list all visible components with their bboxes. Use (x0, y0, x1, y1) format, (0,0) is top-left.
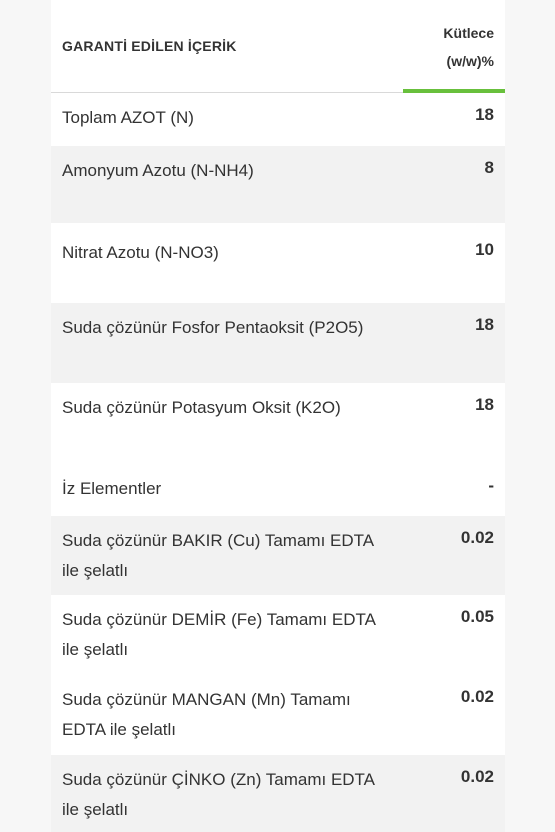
table-header (51, 0, 505, 93)
table-row (51, 675, 505, 755)
row-label: Nitrat Azotu (N-NO3) (62, 243, 219, 262)
row-label: Toplam AZOT (N) (62, 108, 194, 127)
table-row (51, 93, 505, 146)
table-row (51, 146, 505, 223)
row-label: Suda çözünür DEMİR (Fe) Tamamı EDTA ile şelatlı (62, 610, 376, 659)
row-label: Suda çözünür Fosfor Pentaoksit (P2O5) (62, 318, 364, 337)
row-value: 10 (475, 240, 494, 259)
row-value: 0.02 (460, 767, 494, 786)
unit-column-header (443, 19, 494, 75)
row-value: 0.02 (460, 687, 494, 706)
row-label: Suda çözünür Potasyum Oksit (K2O) (62, 398, 341, 417)
row-value: 18 (475, 315, 494, 334)
content-column-header: GARANTİ EDİLEN İÇERİK (62, 38, 237, 54)
table-row (51, 516, 505, 595)
row-label: Suda çözünür MANGAN (Mn) Tamamı EDTA ile şelatlı (62, 690, 351, 739)
row-value: 18 (475, 395, 494, 414)
row-value: 18 (475, 105, 494, 124)
row-value: 0.05 (460, 607, 494, 626)
table-row (51, 223, 505, 303)
row-value: 0.02 (460, 528, 494, 547)
table-row (51, 755, 505, 832)
row-value: - (488, 476, 494, 495)
row-label: Suda çözünür BAKIR (Cu) Tamamı EDTA ile şelatlı (62, 531, 374, 580)
table-row (51, 464, 505, 516)
unit-header-line2: (w/w)% (446, 53, 494, 69)
row-label: Amonyum Azotu (N-NH4) (62, 161, 254, 180)
row-value: 8 (484, 158, 494, 177)
unit-header-line1: Kütlece (443, 25, 494, 41)
table-row (51, 303, 505, 383)
row-label: Suda çözünür ÇİNKO (Zn) Tamamı EDTA ile şelatlı (62, 770, 375, 819)
guaranteed-content-table (51, 0, 505, 832)
table-row (51, 595, 505, 675)
row-label: İz Elementler (62, 479, 162, 498)
table-row (51, 383, 505, 464)
